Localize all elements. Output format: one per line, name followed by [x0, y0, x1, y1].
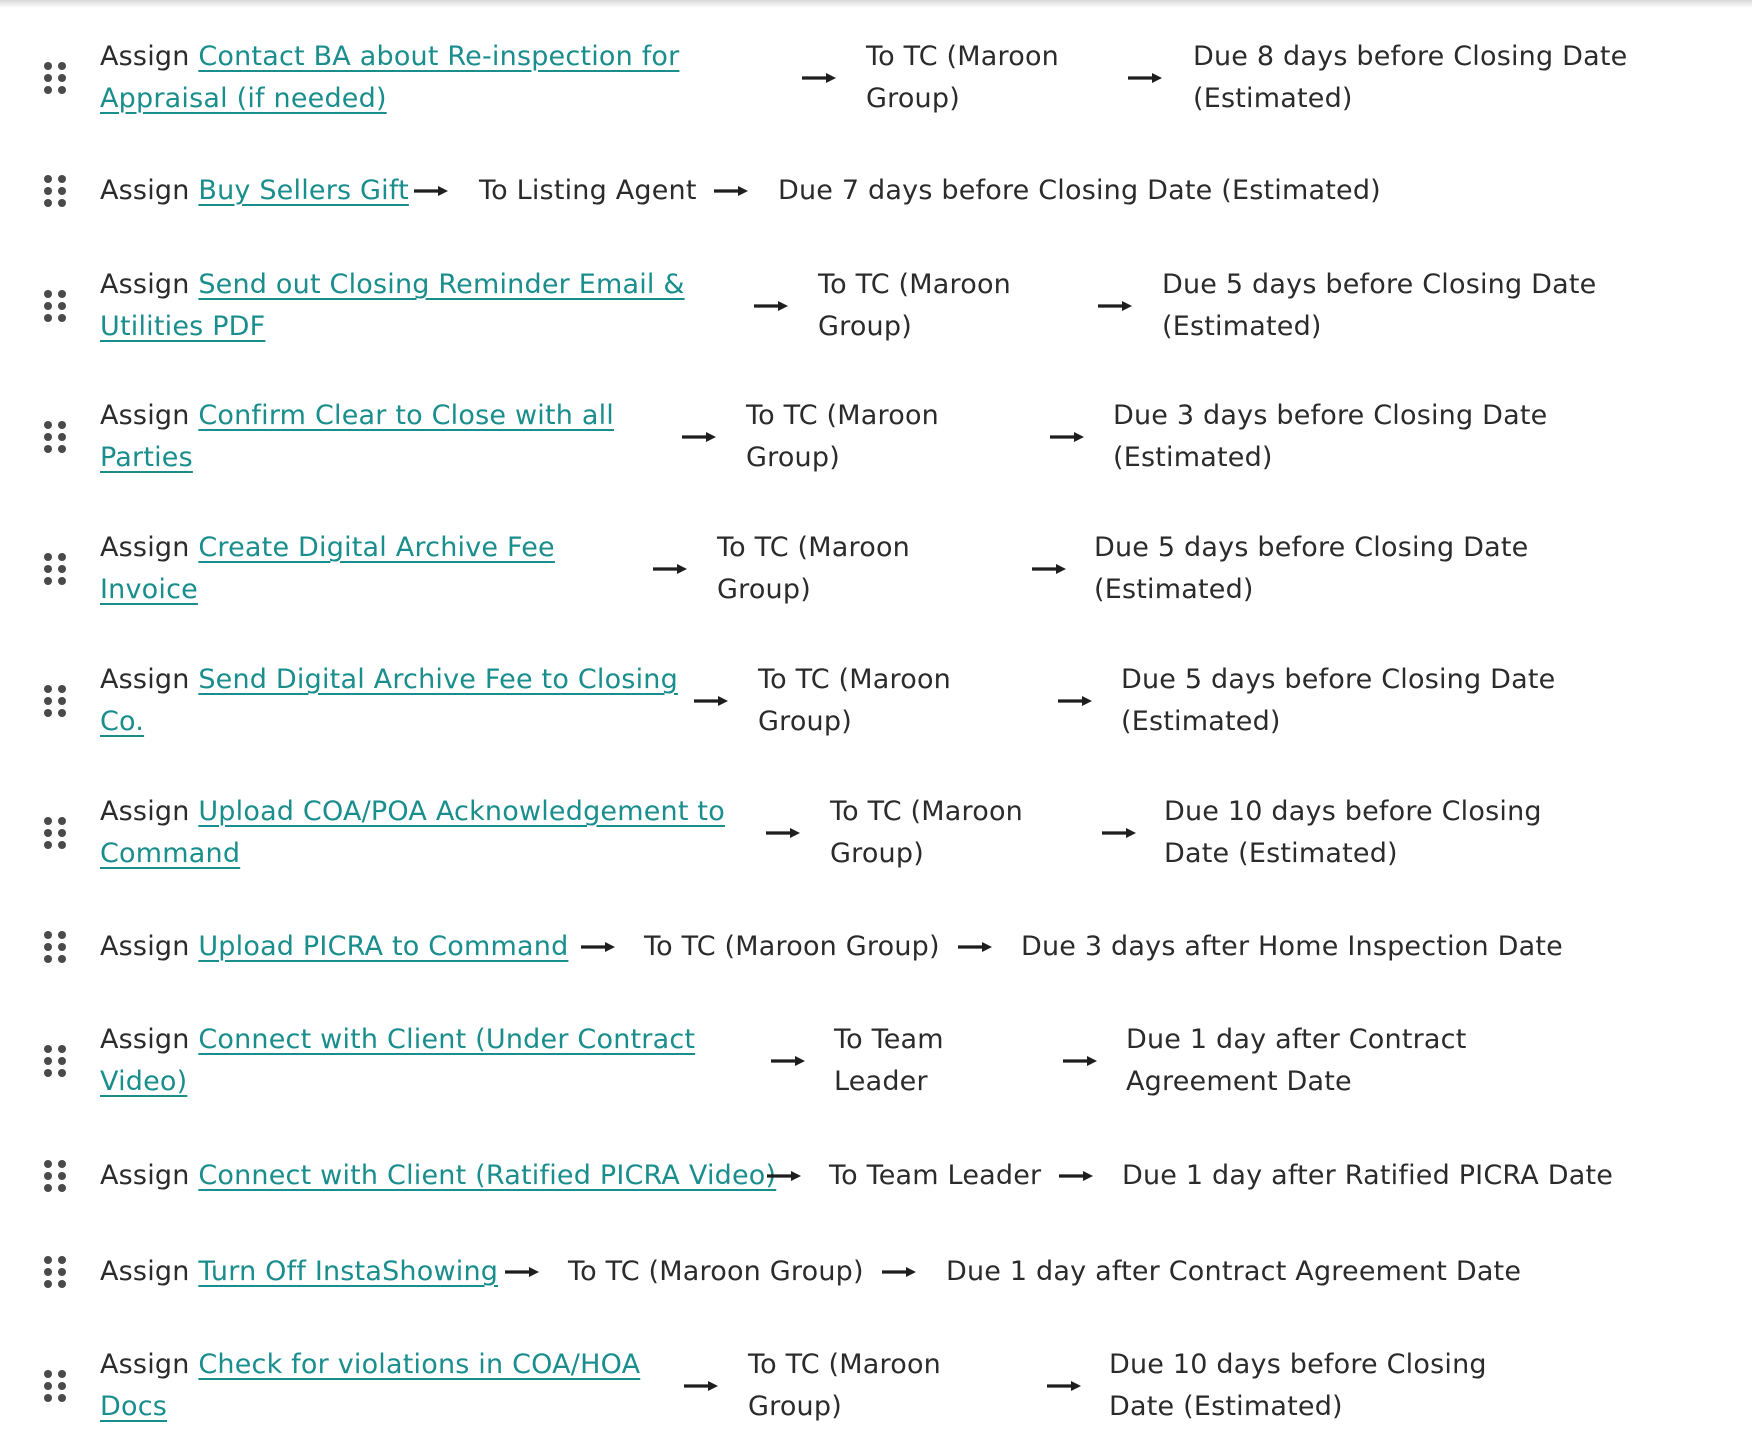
arrow-right-icon: [694, 696, 728, 706]
arrow-right-icon: [1047, 1381, 1081, 1391]
task-description: [100, 1019, 730, 1103]
task-row: [0, 659, 1752, 743]
drag-handle-icon[interactable]: [44, 552, 66, 586]
due-date-label: Due 3 days after Home Inspection Date: [1021, 931, 1563, 962]
assign-label: Assign: [100, 664, 199, 695]
arrow-right-icon: [802, 73, 836, 83]
arrow-right-icon: [653, 564, 687, 574]
task-row: [0, 36, 1752, 120]
task-row: [0, 926, 1752, 968]
assign-label: Assign: [100, 1024, 199, 1055]
assignee-label: To Team Leader: [834, 1024, 944, 1097]
drag-handle-icon[interactable]: [44, 816, 66, 850]
arrow-right-icon: [581, 942, 615, 952]
assign-label: Assign: [100, 41, 199, 72]
arrow-right-icon: [1058, 696, 1092, 706]
task-row: [0, 1155, 1752, 1197]
task-description: [100, 1251, 498, 1293]
drag-handle-icon[interactable]: [44, 1255, 66, 1289]
assign-label: Assign: [100, 931, 199, 962]
arrow-right-icon: [771, 1056, 805, 1066]
arrow-right-icon: [958, 942, 992, 952]
due-date-label: Due 10 days before Closing Date (Estimated): [1164, 796, 1542, 869]
arrow-right-icon: [767, 1171, 801, 1181]
assignee-label: To Team Leader: [829, 1160, 1042, 1191]
drag-handle-icon[interactable]: [44, 684, 66, 718]
arrow-right-icon: [414, 186, 448, 196]
due-date-label: Due 1 day after Contract Agreement Date: [1126, 1024, 1467, 1097]
due-date-label: Due 10 days before Closing Date (Estimated): [1109, 1349, 1487, 1422]
assignee-label: To TC (Maroon Group): [758, 664, 951, 737]
arrow-right-icon: [1032, 564, 1066, 574]
task-link[interactable]: Send out Closing Reminder Email & Utilities PDF: [100, 269, 685, 342]
task-row: [0, 527, 1752, 611]
arrow-right-icon: [684, 1381, 718, 1391]
task-description: [100, 395, 640, 479]
task-row: [0, 1251, 1752, 1293]
assignee-label: To TC (Maroon Group): [748, 1349, 941, 1422]
task-description: [100, 527, 600, 611]
task-row: [0, 264, 1752, 348]
task-description: [100, 659, 690, 743]
drag-handle-icon[interactable]: [44, 1369, 66, 1403]
task-description: [100, 36, 790, 120]
arrow-right-icon: [714, 186, 748, 196]
assign-label: Assign: [100, 796, 199, 827]
assign-label: Assign: [100, 532, 199, 563]
assign-label: Assign: [100, 400, 199, 431]
drag-handle-icon[interactable]: [44, 420, 66, 454]
task-link[interactable]: Send Digital Archive Fee to Closing Co.: [100, 664, 678, 737]
task-link[interactable]: Create Digital Archive Fee Invoice: [100, 532, 555, 605]
due-date-label: Due 1 day after Contract Agreement Date: [946, 1256, 1522, 1287]
task-row: [0, 1019, 1752, 1103]
assignee-label: To TC (Maroon Group): [568, 1256, 864, 1287]
arrow-right-icon: [882, 1267, 916, 1277]
due-date-label: Due 3 days before Closing Date (Estimated): [1113, 400, 1548, 473]
due-date-label: Due 1 day after Ratified PICRA Date: [1122, 1160, 1614, 1191]
task-link[interactable]: Connect with Client (Ratified PICRA Video): [198, 1160, 777, 1191]
assignee-label: To Listing Agent: [479, 175, 697, 206]
task-link[interactable]: Check for violations in COA/HOA Docs: [100, 1349, 641, 1422]
task-description: [100, 1344, 700, 1428]
drag-handle-icon[interactable]: [44, 1159, 66, 1193]
due-date-label: Due 5 days before Closing Date (Estimated): [1121, 664, 1556, 737]
due-date-label: Due 8 days before Closing Date (Estimated): [1193, 41, 1628, 114]
task-link[interactable]: Turn Off InstaShowing: [198, 1256, 499, 1287]
task-description: [100, 264, 700, 348]
task-link[interactable]: Confirm Clear to Close with all Parties: [100, 400, 614, 473]
arrow-right-icon: [505, 1267, 539, 1277]
arrow-right-icon: [1128, 73, 1162, 83]
task-description: [100, 926, 568, 968]
drag-handle-icon[interactable]: [44, 1044, 66, 1078]
task-description: [100, 1155, 776, 1197]
assignee-label: To TC (Maroon Group): [644, 931, 940, 962]
drag-handle-icon[interactable]: [44, 289, 66, 323]
assignee-label: To TC (Maroon Group): [866, 41, 1059, 114]
drag-handle-icon[interactable]: [44, 61, 66, 95]
assignee-label: To TC (Maroon Group): [830, 796, 1023, 869]
arrow-right-icon: [1063, 1056, 1097, 1066]
top-shadow: [0, 0, 1752, 8]
assign-label: Assign: [100, 1160, 199, 1191]
due-date-label: Due 7 days before Closing Date (Estimated): [778, 175, 1381, 206]
arrow-right-icon: [682, 432, 716, 442]
task-link[interactable]: Connect with Client (Under Contract Video): [100, 1024, 696, 1097]
task-row: [0, 1344, 1752, 1428]
due-date-label: Due 5 days before Closing Date (Estimated): [1162, 269, 1597, 342]
task-row: [0, 170, 1752, 212]
assignee-label: To TC (Maroon Group): [746, 400, 939, 473]
task-link[interactable]: Upload COA/POA Acknowledgement to Command: [100, 796, 725, 869]
due-date-label: Due 5 days before Closing Date (Estimated): [1094, 532, 1529, 605]
task-link[interactable]: Contact BA about Re-inspection for Appraisal (if needed): [100, 41, 680, 114]
arrow-right-icon: [1098, 301, 1132, 311]
task-description: [100, 791, 740, 875]
arrow-right-icon: [766, 828, 800, 838]
task-row: [0, 395, 1752, 479]
arrow-right-icon: [1050, 432, 1084, 442]
assignee-label: To TC (Maroon Group): [717, 532, 910, 605]
task-description: [100, 170, 409, 212]
assign-label: Assign: [100, 1256, 199, 1287]
drag-handle-icon[interactable]: [44, 930, 66, 964]
arrow-right-icon: [754, 301, 788, 311]
drag-handle-icon[interactable]: [44, 174, 66, 208]
assignee-label: To TC (Maroon Group): [818, 269, 1011, 342]
assign-label: Assign: [100, 1349, 199, 1380]
task-link[interactable]: Upload PICRA to Command: [198, 931, 569, 962]
assign-label: Assign: [100, 269, 199, 300]
arrow-right-icon: [1059, 1171, 1093, 1181]
assign-label: Assign: [100, 175, 199, 206]
arrow-right-icon: [1102, 828, 1136, 838]
task-link[interactable]: Buy Sellers Gift: [198, 175, 409, 206]
task-row: [0, 791, 1752, 875]
